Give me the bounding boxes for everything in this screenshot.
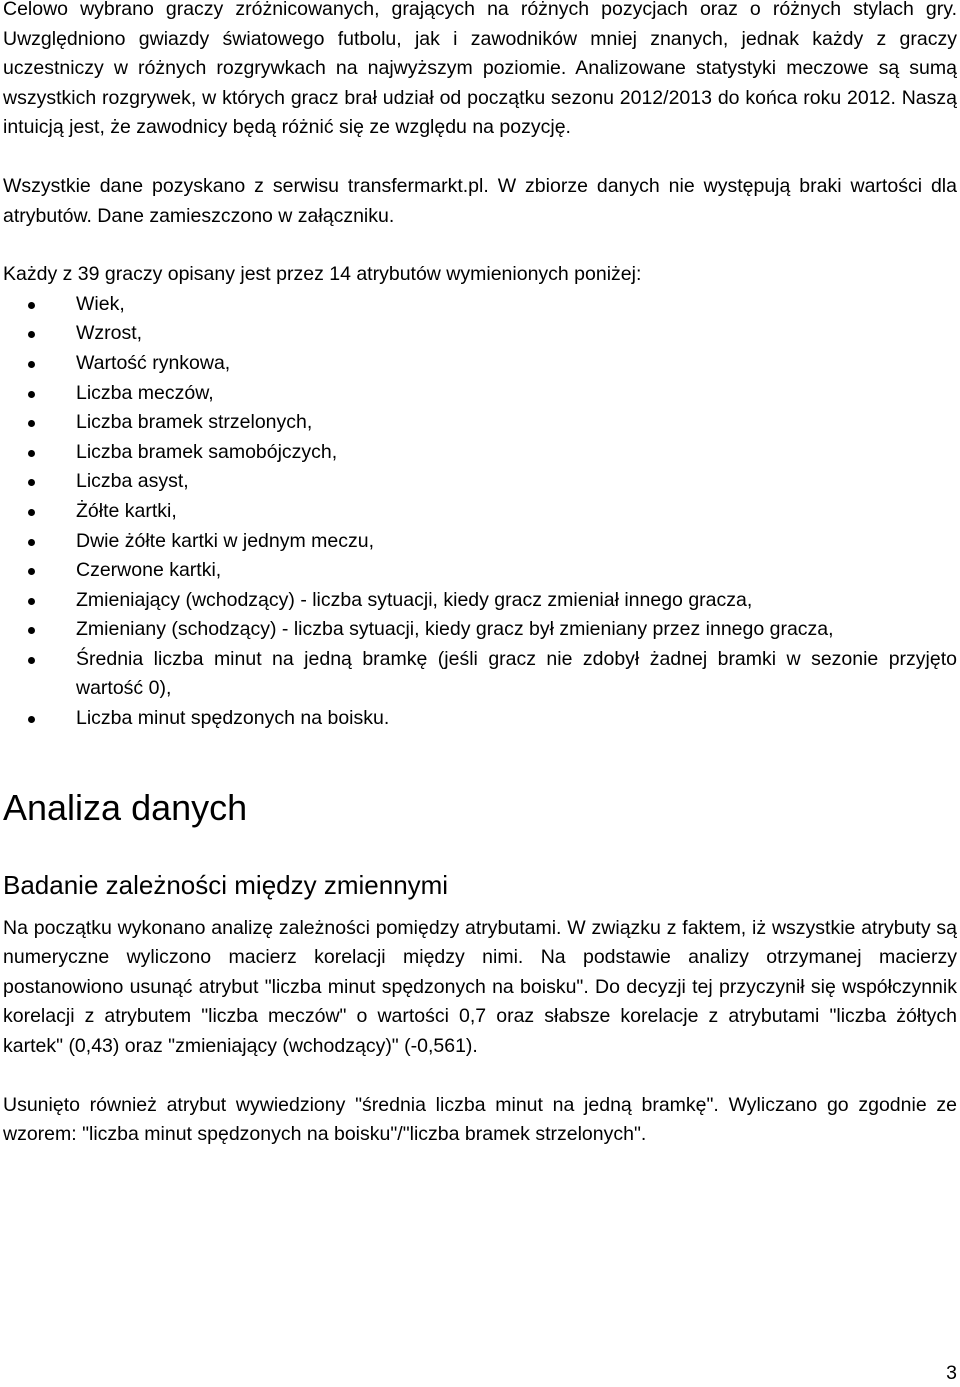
bullet-icon bbox=[28, 420, 35, 427]
bullet-icon bbox=[28, 657, 35, 664]
attributes-list bbox=[3, 290, 957, 734]
bullet-icon bbox=[28, 627, 35, 634]
list-item-text: Zmieniany (schodzący) - liczba sytuacji, kiedy gracz był zmieniany przez innego gracza, bbox=[76, 618, 834, 641]
list-item bbox=[3, 290, 957, 320]
data-source-paragraph: Wszystkie dane pozyskano z serwisu transfermarkt.pl. W zbiorze danych nie występują braki wartości dla atrybutów. Dane zamieszczono w załączniku. bbox=[3, 174, 957, 227]
section-heading: Analiza danych bbox=[3, 786, 248, 828]
list-item bbox=[3, 615, 957, 645]
list-item bbox=[3, 408, 957, 438]
bullet-icon bbox=[28, 716, 35, 723]
list-item-text: Zmieniający (wchodzący) - liczba sytuacji, kiedy gracz zmieniał innego gracza, bbox=[76, 588, 753, 611]
bullet-icon bbox=[28, 509, 35, 516]
analysis-paragraph: Na początku wykonano analizę zależności pomiędzy atrybutami. W związku z faktem, iż wszystkie atrybuty są numeryczne wyliczono macierz korelacji między nimi. Na podstawie analizy otrzymanej macierzy postanowiono usunąć atrybut "liczba minut spędzonych na boisku". Do decyzji tej przyczynił się współczynnik korelacji z atrybutem "liczba meczów" o wartości 0,7 oraz słabsze korelacje z atrybutami "liczba żółtych kartek" (0,43) oraz "zmieniający (wchodzący)" (-0,561). bbox=[3, 916, 957, 1058]
attributes-intro: Każdy z 39 graczy opisany jest przez 14 atrybutów wymienionych poniżej: bbox=[3, 263, 642, 286]
subsection-heading: Badanie zależności między zmiennymi bbox=[3, 869, 449, 900]
bullet-icon bbox=[28, 450, 35, 457]
list-item-text: Liczba meczów, bbox=[76, 381, 214, 404]
list-item bbox=[3, 319, 957, 349]
list-item bbox=[3, 527, 957, 557]
page-number: 3 bbox=[946, 1362, 957, 1384]
list-item bbox=[3, 438, 957, 468]
list-item bbox=[3, 349, 957, 379]
list-item bbox=[3, 497, 957, 527]
list-item-text: Czerwone kartki, bbox=[76, 559, 222, 582]
list-item bbox=[3, 379, 957, 409]
document-page bbox=[3, 0, 957, 1150]
bullet-icon bbox=[28, 331, 35, 338]
intro-paragraph: Celowo wybrano graczy zróżnicowanych, grających na różnych pozycjach oraz o różnych stylach gry. Uwzględniono gwiazdy światowego futbolu, jak i zawodników mniej znanych, jednak każdy z graczy uczestniczy w różnych rozgrywkach na najwyższym poziomie. Analizowane statystyki meczowe są sumą wszystkich rozgrywek, w których gracz brał udział od początku sezonu 2012/2013 do końca roku 2012. Naszą intuicją jest, że zawodnicy będą różnić się ze względu na pozycję. bbox=[3, 0, 957, 139]
list-item-text: Liczba bramek strzelonych, bbox=[76, 411, 313, 434]
bullet-icon bbox=[28, 568, 35, 575]
bullet-icon bbox=[28, 391, 35, 398]
list-item-text: Wartość rynkowa, bbox=[76, 351, 231, 374]
bullet-icon bbox=[28, 539, 35, 546]
removal-paragraph: Usunięto również atrybut wywiedziony "średnia liczba minut na jedną bramkę". Wyliczano go zgodnie ze wzorem: "liczba minut spędzonych na boisku"/"liczba bramek strzelonych". bbox=[3, 1093, 957, 1146]
bullet-icon bbox=[28, 361, 35, 368]
list-item bbox=[3, 704, 957, 734]
bullet-icon bbox=[28, 302, 35, 309]
list-item-text: Dwie żółte kartki w jednym meczu, bbox=[76, 529, 375, 552]
bullet-icon bbox=[28, 479, 35, 486]
list-item-text: Wzrost, bbox=[76, 322, 143, 345]
list-item-text: Liczba minut spędzonych na boisku. bbox=[76, 707, 390, 730]
list-item bbox=[3, 467, 957, 497]
bullet-icon bbox=[28, 598, 35, 605]
list-item-text: Liczba asyst, bbox=[76, 470, 189, 493]
list-item-text: Średnia liczba minut na jedną bramkę (jeśli gracz nie zdobył żadnej bramki w sezonie przyjęto wartość 0), bbox=[76, 647, 957, 700]
list-item-text: Wiek, bbox=[76, 292, 125, 315]
list-item bbox=[3, 645, 957, 704]
list-item bbox=[3, 556, 957, 586]
list-item-text: Liczba bramek samobójczych, bbox=[76, 440, 338, 463]
list-item-text: Żółte kartki, bbox=[76, 499, 177, 522]
list-item bbox=[3, 586, 957, 616]
